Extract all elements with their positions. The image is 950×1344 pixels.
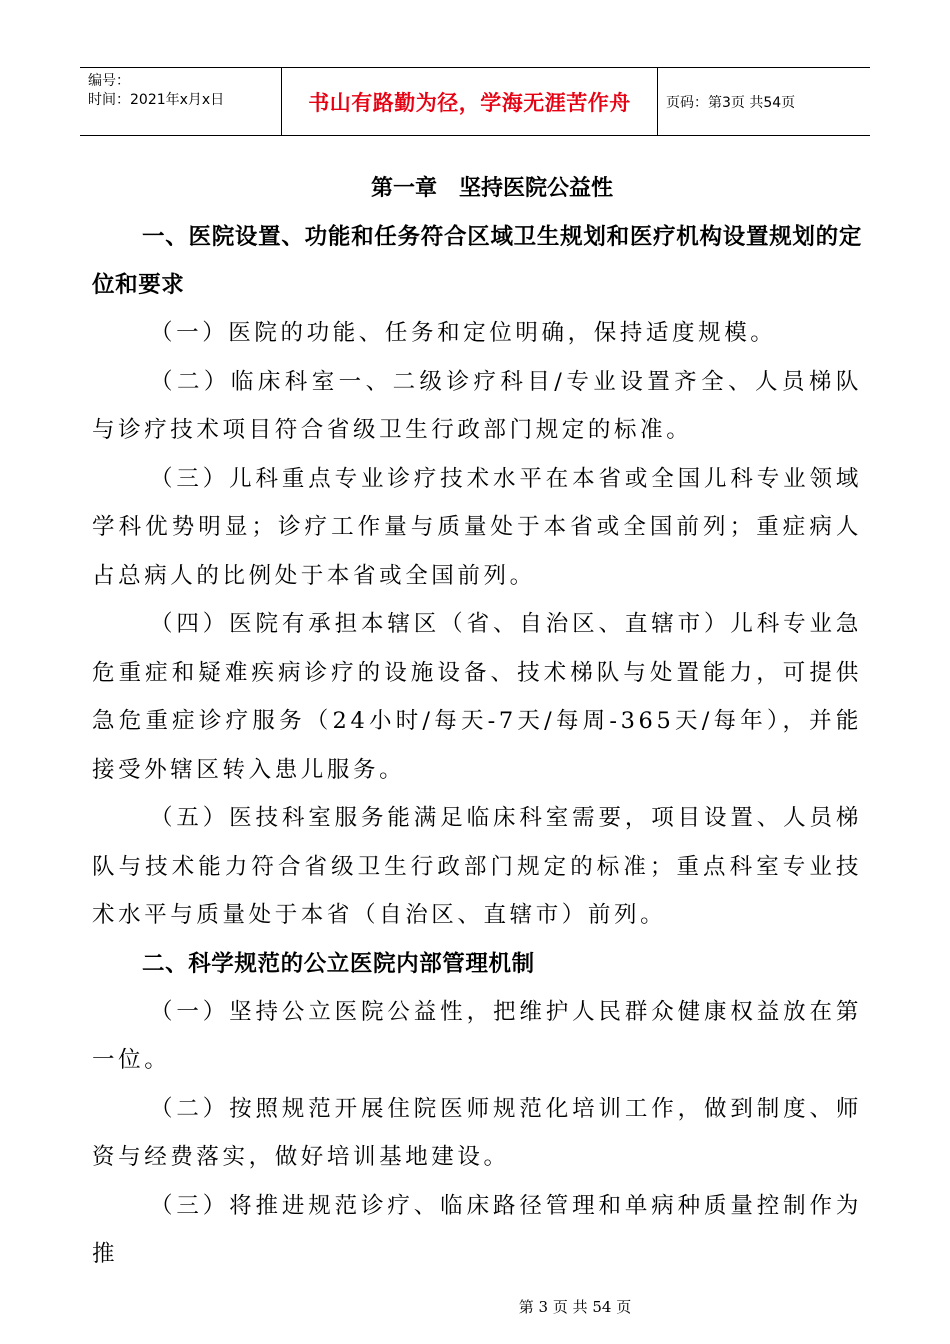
document-body (92, 165, 862, 1279)
paragraph: （五）医技科室服务能满足临床科室需要，项目设置、人员梯队与技术能力符合省级卫生行政部门规定的标准；重点科室专业技术水平与质量处于本省（自治区、直辖市）前列。 (92, 805, 862, 928)
date-label: 时间：2021年x月x日 (88, 92, 225, 108)
paragraph: （三）儿科重点专业诊疗技术水平在本省或全国儿科专业领域学科优势明显；诊疗工作量与质量处于本省或全国前列；重症病人占总病人的比例处于本省或全国前列。 (92, 465, 862, 589)
number-label: 编号： (88, 73, 130, 89)
paragraph: （二）临床科室一、二级诊疗科目/专业设置齐全、人员梯队与诊疗技术项目符合省级卫生行政部门规定的标准。 (92, 368, 862, 443)
header-meta (80, 68, 282, 135)
section-heading: 一、医院设置、功能和任务符合区域卫生规划和医疗机构设置规划的定位和要求 (92, 224, 862, 298)
header-page-info: 页码：第3页 共54页 (666, 94, 796, 111)
paragraph: （四）医院有承担本辖区（省、自治区、直辖市）儿科专业急危重症和疑难疾病诊疗的设施设备、技术梯队与处置能力，可提供急危重症诊疗服务（24小时/每天-7天/每周-365天/每年），并能接受外辖区转入患儿服务。 (92, 611, 862, 783)
chapter-title: 第一章 坚持医院公益性 (370, 176, 613, 201)
section-heading: 二、科学规范的公立医院内部管理机制 (142, 950, 535, 977)
paragraph: （一）坚持公立医院公益性，把维护人民群众健康权益放在第一位。 (92, 998, 862, 1073)
paragraph: （一）医院的功能、任务和定位明确，保持适度规模。 (150, 320, 777, 346)
paragraph: （二）按照规范开展住院医师规范化培训工作，做到制度、师资与经费落实，做好培训基地建设。 (92, 1095, 862, 1170)
page-footer: 第 3 页 共 54 页 (518, 1298, 632, 1316)
header-motto: 书山有路勤为径，学海无涯苦作舟 (282, 68, 658, 135)
paragraph: （三）将推进规范诊疗、临床路径管理和单病种质量控制作为推 (92, 1192, 862, 1267)
document-header (80, 67, 870, 136)
